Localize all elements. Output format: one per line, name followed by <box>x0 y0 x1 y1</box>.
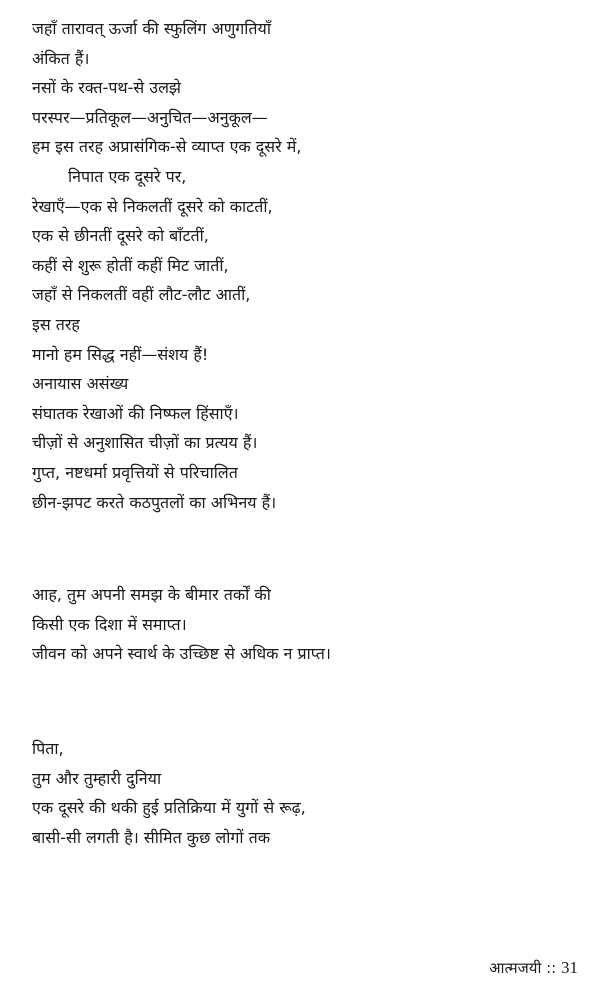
poem-line-indented: निपात एक दूसरे पर, <box>68 166 187 186</box>
poem-line: तुम और तुम्हारी दुनिया <box>32 768 162 788</box>
poem-line: हम इस तरह अप्रासंगिक-से व्याप्त एक दूसरे में, <box>32 137 302 157</box>
poem-line: किसी एक दिशा में समाप्त। <box>32 614 187 634</box>
poem-stanza-1 <box>32 14 582 517</box>
poem-line: कहीं से शुरू होतीं कहीं मिट जातीं, <box>32 255 229 275</box>
running-title: आत्मजयी <box>489 959 542 977</box>
poem-line: रेखाएँ—एक से निकलतीं दूसरे को काटतीं, <box>32 196 273 216</box>
poem-line: मानो हम सिद्ध नहीं—संशय हैं! <box>32 344 209 364</box>
poem-line: गुप्त, नष्टधर्मा प्रवृत्तियों से परिचालित <box>32 462 238 482</box>
poem-line: अनायास असंख्य <box>32 374 129 394</box>
poem-line: छीन-झपट करते कठपुतलों का अभिनय हैं। <box>32 492 277 512</box>
poem-line: अंकित हैं। <box>32 48 90 68</box>
page-footer <box>489 958 578 978</box>
poem-line: एक दूसरे की थकी हुई प्रतिक्रिया में युगों से रूढ़, <box>32 798 306 818</box>
poem-stanza-3 <box>32 734 582 852</box>
poem-line: संघातक रेखाओं की निष्फल हिंसाएँ। <box>32 403 239 423</box>
poem-line: पिता, <box>32 739 64 758</box>
page-number: 31 <box>561 958 578 977</box>
poem-stanza-2 <box>32 580 582 669</box>
poem-line: आह, तुम अपनी समझ के बीमार तर्कों की <box>32 585 271 604</box>
poem-line: जहाँ से निकलतीं वहीं लौट-लौट आतीं, <box>32 285 251 305</box>
poem-line: नसों के रक्त-पथ-से उलझे <box>32 78 182 98</box>
footer-separator: :: <box>541 959 561 977</box>
poem-line: चीज़ों से अनुशासित चीज़ों का प्रत्यय हैं। <box>32 433 258 453</box>
poem-line: इस तरह <box>32 314 80 334</box>
poem-line: बासी-सी लगती है। सीमित कुछ लोगों तक <box>32 827 271 847</box>
poem-line: परस्पर—प्रतिकूल—अनुचित—अनुकूल— <box>32 107 268 127</box>
poem-line: एक से छीनतीं दूसरे को बाँटतीं, <box>32 226 209 246</box>
poem-line: जहाँ तारावत् ऊर्जा की स्फुलिंग अणुगतियाँ <box>32 19 271 38</box>
poem-line: जीवन को अपने स्वार्थ के उच्छिष्ट से अधिक न प्राप्त। <box>32 644 331 664</box>
